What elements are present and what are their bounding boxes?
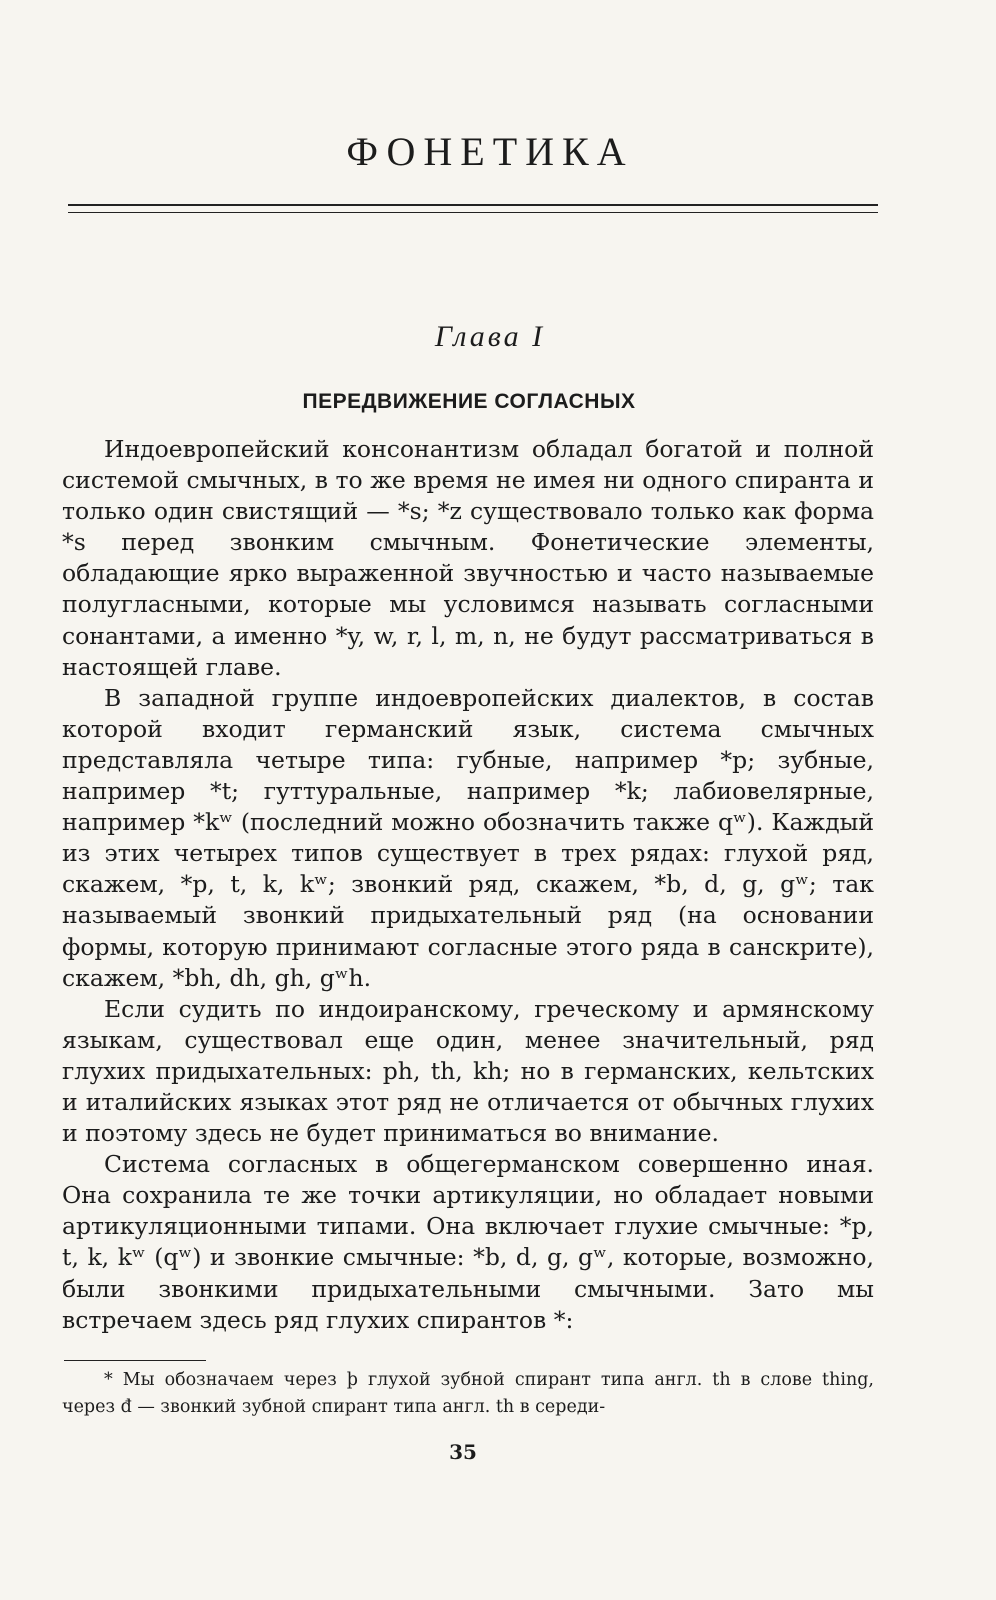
footnote: * Мы обозначаем через þ глухой зубной спирант типа англ. th в слове thing, через đ — звонкий зубной спирант типа англ. th в середи-: [62, 1370, 874, 1417]
footnote-separator: [64, 1360, 206, 1361]
chapter-heading: ПЕРЕДВИЖЕНИЕ СОГЛАСНЫХ: [302, 390, 636, 413]
chapter-label: Глава I: [434, 320, 546, 353]
title-rule-thick: [68, 204, 878, 206]
paragraph: В западной группе индоевропейских диалектов, в состав которой входит германский язык, система смычных представляла четыре типа: губные, например *p; зубные, например *t; гуттуральные, например *k; лабиовелярные, например *kʷ (последний можно обозначить также qʷ). Каждый из этих четырех типов существует в трех рядах: глухой ряд, скажем, *p, t, k, kʷ; звонкий ряд, скажем, *b, d, g, gʷ; так называемый звонкий придыхательный ряд (на основании формы, которую принимают согласные этого ряда в санскрите), скажем, *bh, dh, gh, gʷh.: [62, 683, 874, 992]
paragraph: Если судить по индоиранскому, греческому и армянскому языкам, существовал еще один, менее значительный, ряд глухих придыхательных: ph, th, kh; но в германских, кельтских и италийских языках этот ряд не отличается от обычных глухих и поэтому здесь не будет приниматься во внимание.: [62, 994, 874, 1148]
section-title: ФОНЕТИКА: [346, 129, 634, 174]
page-number: 35: [449, 1440, 477, 1464]
paragraph: Индоевропейский консонантизм обладал богатой и полной системой смычных, в то же время не имея ни одного спиранта и только один свистящий — *s; *z существовало только как форма *s перед звонким смычным. Фонетические элементы, обладающие ярко выраженной звучностью и часто называемые полугласными, которые мы условимся называть согласными сонантами, а именно *y, w, r, l, m, n, не будут рассматриваться в настоящей главе.: [62, 435, 874, 681]
body-text: [62, 434, 874, 1336]
title-rule-thin: [68, 212, 878, 213]
paragraph: Система согласных в общегерманском совершенно иная. Она сохранила те же точки артикуляции, но обладает новыми артикуляционными типами. Она включает глухие смычные: *p, t, k, kʷ (qʷ) и звонкие смычные: *b, d, g, gʷ, которые, возможно, были звонкими придыхательными смычными. Зато мы встречаем здесь ряд глухих спирантов *:: [62, 1150, 874, 1334]
